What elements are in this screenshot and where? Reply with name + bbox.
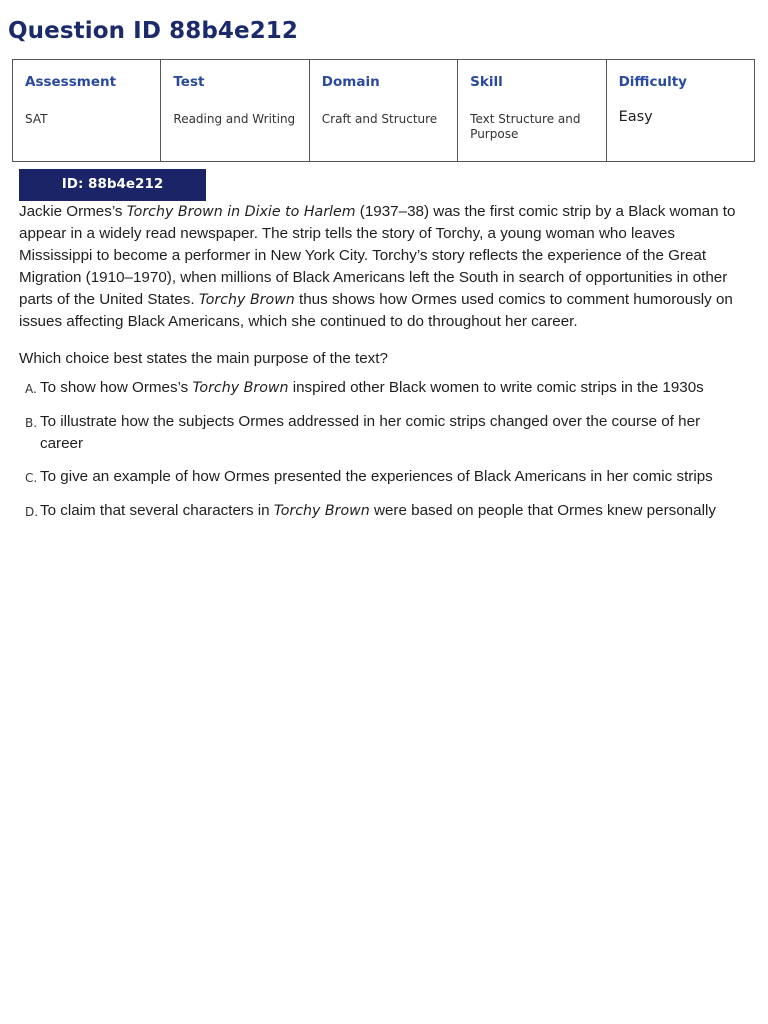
domain-header: Domain xyxy=(321,74,380,90)
metadata-cell-assessment xyxy=(13,60,161,162)
question-prompt: Which choice best states the main purpose of the text? xyxy=(19,350,388,367)
metadata-cell-difficulty xyxy=(606,60,754,162)
domain-value: Craft and Structure xyxy=(321,112,438,126)
test-header: Test xyxy=(173,74,205,90)
assessment-header: Assessment xyxy=(25,74,117,90)
comic-title-full: Torchy Brown in Dixie to Harlem xyxy=(126,204,356,220)
choice-italic-title: Torchy Brown xyxy=(273,502,370,519)
choice-letter: A. xyxy=(25,382,37,396)
choice-text: To give an example of how Ormes presented the experiences of Black Americans in her comic strips xyxy=(40,468,713,485)
question-id-badge: ID: 88b4e212 xyxy=(19,169,206,201)
metadata-cell-skill xyxy=(458,60,606,162)
answer-choice-a[interactable] xyxy=(19,377,739,399)
skill-header: Skill xyxy=(470,74,503,90)
choice-letter: B. xyxy=(25,415,38,430)
passage-part-1: Jackie Ormes’s xyxy=(19,203,127,220)
difficulty-value: Easy xyxy=(618,109,653,125)
choice-text-start: To claim that several characters in xyxy=(40,501,274,519)
choice-text xyxy=(40,379,704,396)
choice-text: To illustrate how the subjects Ormes addressed in her comic strips changed over the course of her career xyxy=(40,412,701,452)
comic-title-short: Torchy Brown xyxy=(198,292,295,309)
choice-italic-title: Torchy Brown xyxy=(192,380,289,396)
answer-choice-d[interactable] xyxy=(19,500,739,522)
choice-text-end: inspired other Black women to write comic strips in the 1930s xyxy=(288,379,704,396)
passage-part-3: thus shows how Ormes used comics to comment humorously on issues affecting Black Americans, which she continued to do throughout her career. xyxy=(19,291,733,331)
metadata-cell-domain xyxy=(309,60,457,162)
choice-text xyxy=(40,502,716,519)
answer-choice-b[interactable] xyxy=(19,411,739,455)
choice-text-end: were based on people that Ormes knew personally xyxy=(369,501,716,519)
page-title: Question ID 88b4e212 xyxy=(8,18,299,44)
answer-choice-c[interactable] xyxy=(19,466,739,488)
choice-text-start: To show how Ormes’s xyxy=(40,379,193,396)
difficulty-header: Difficulty xyxy=(618,74,687,90)
test-value: Reading and Writing xyxy=(173,112,296,126)
skill-value: Text Structure and Purpose xyxy=(470,112,581,141)
metadata-cell-test xyxy=(161,60,309,162)
question-metadata-table xyxy=(12,59,755,162)
passage-part-2: (1937–38) was the first comic strip by a Black woman to appear in a widely read newspaper. The strip tells the story of Torchy, a young woman who leaves Mississippi to become a performer in New York City. Torchy’s story reflects the experience of the Great Migration (1910–1970), when millions of Black Americans left the South in search of opportunities in other parts of the United States. xyxy=(19,203,736,309)
assessment-value: SAT xyxy=(25,112,48,126)
choice-letter: D. xyxy=(25,504,39,519)
metadata-row xyxy=(13,60,755,162)
choice-letter: C. xyxy=(25,471,38,485)
answer-choices xyxy=(19,377,739,533)
passage-text xyxy=(19,201,749,334)
